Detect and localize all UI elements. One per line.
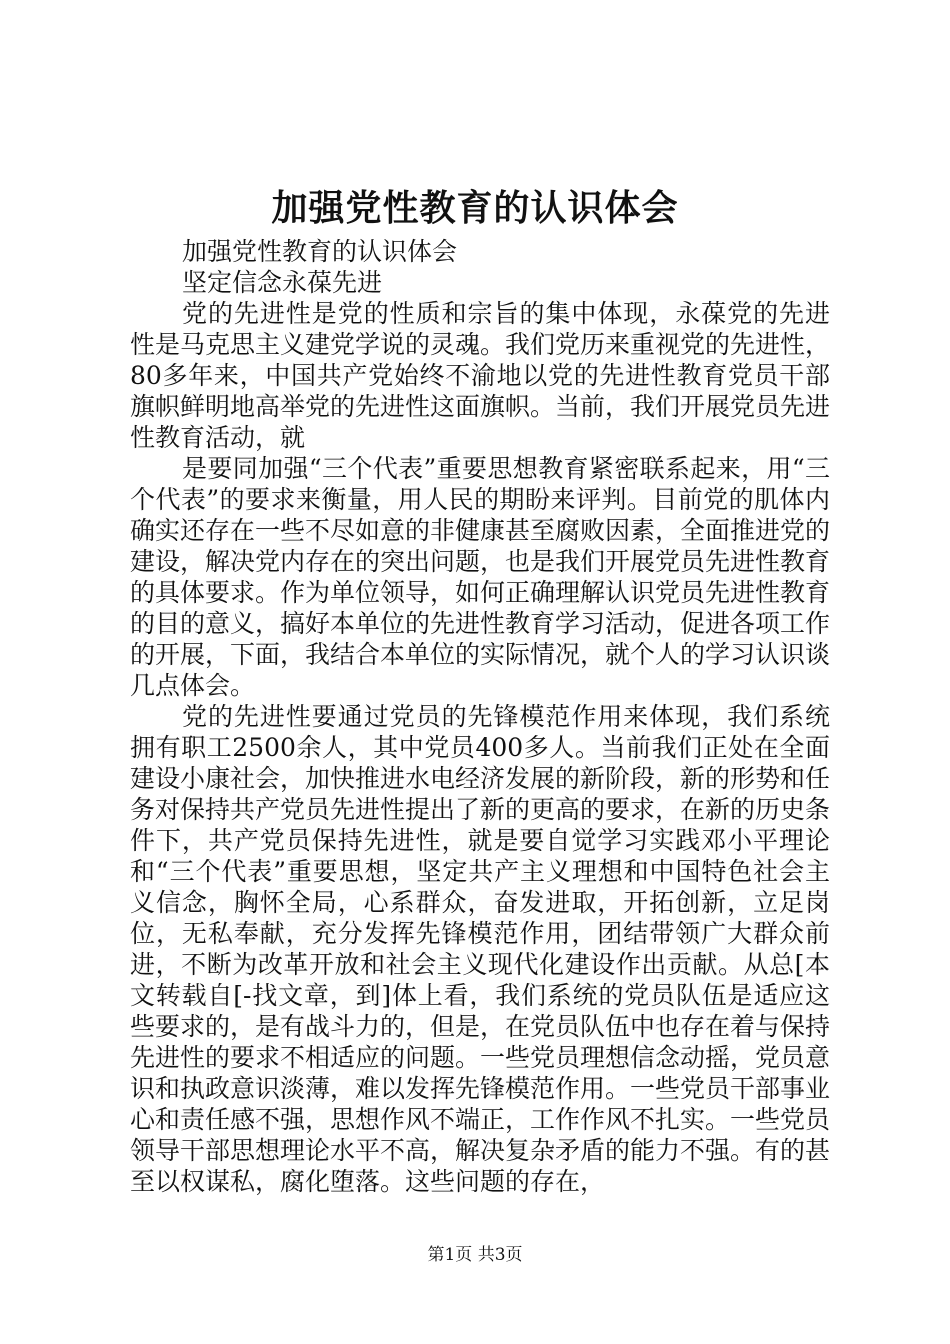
paragraph-subtitle: 加强党性教育的认识体会 <box>182 237 458 266</box>
document-title: 加强党性教育的认识体会 <box>271 187 679 229</box>
paragraph: 是要同加强“三个代表”重要思想教育紧密联系起来，用“三个代表”的要求来衡量，用人民的期盼来评判。目前党的肌体内确实还存在一些不尽如意的非健康甚至腐败因素，全面推进党的建设，解决党内存在的突出问题，也是我们开展党员先进性教育的具体要求。作为单位领导，如何正确理解认识党员先进性教育的目的意义，搞好本单位的先进性教育学习活动，促进各项工作的开展，下面，我结合本单位的实际情况，就个人的学习认识谈几点体会。 <box>130 454 831 700</box>
paragraph: 党的先进性是党的性质和宗旨的集中体现，永葆党的先进性是马克思主义建党学说的灵魂。我们党历来重视党的先进性，80多年来，中国共产党始终不渝地以党的先进性教育党员干部旗帜鲜明地高举党的先进性这面旗帜。当前，我们开展党员先进性教育活动，就 <box>130 299 831 452</box>
document-body <box>130 236 830 1197</box>
page-footer: 第1页 共3页 <box>427 1245 523 1265</box>
paragraph: 党的先进性要通过党员的先锋模范作用来体现，我们系统拥有职工2500余人，其中党员400多人。当前我们正处在全面建设小康社会，加快推进水电经济发展的新阶段，新的形势和任务对保持共产党员先进性提出了新的更高的要求，在新的历史条件下，共产党员保持先进性，就是要自觉学习实践邓小平理论和“三个代表”重要思想，坚定共产主义理想和中国特色社会主义信念，胸怀全局，心系群众，奋发进取，开拓创新，立足岗位，无私奉献，充分发挥先锋模范作用，团结带领广大群众前进，不断为改革开放和社会主义现代化建设作出贡献。从总[本文转载自[-找文章，到]体上看，我们系统的党员队伍是适应这些要求的，是有战斗力的，但是，在党员队伍中也存在着与保持先进性的要求不相适应的问题。一些党员理想信念动摇，党员意识和执政意识淡薄，难以发挥先锋模范作用。一些党员干部事业心和责任感不强，思想作风不端正，工作作风不扎实。一些党员领导干部思想理论水平不高，解决复杂矛盾的能力不强。有的甚至以权谋私，腐化堕落。这些问题的存在， <box>130 702 831 1196</box>
paragraph-heading: 坚定信念永葆先进 <box>182 268 383 297</box>
